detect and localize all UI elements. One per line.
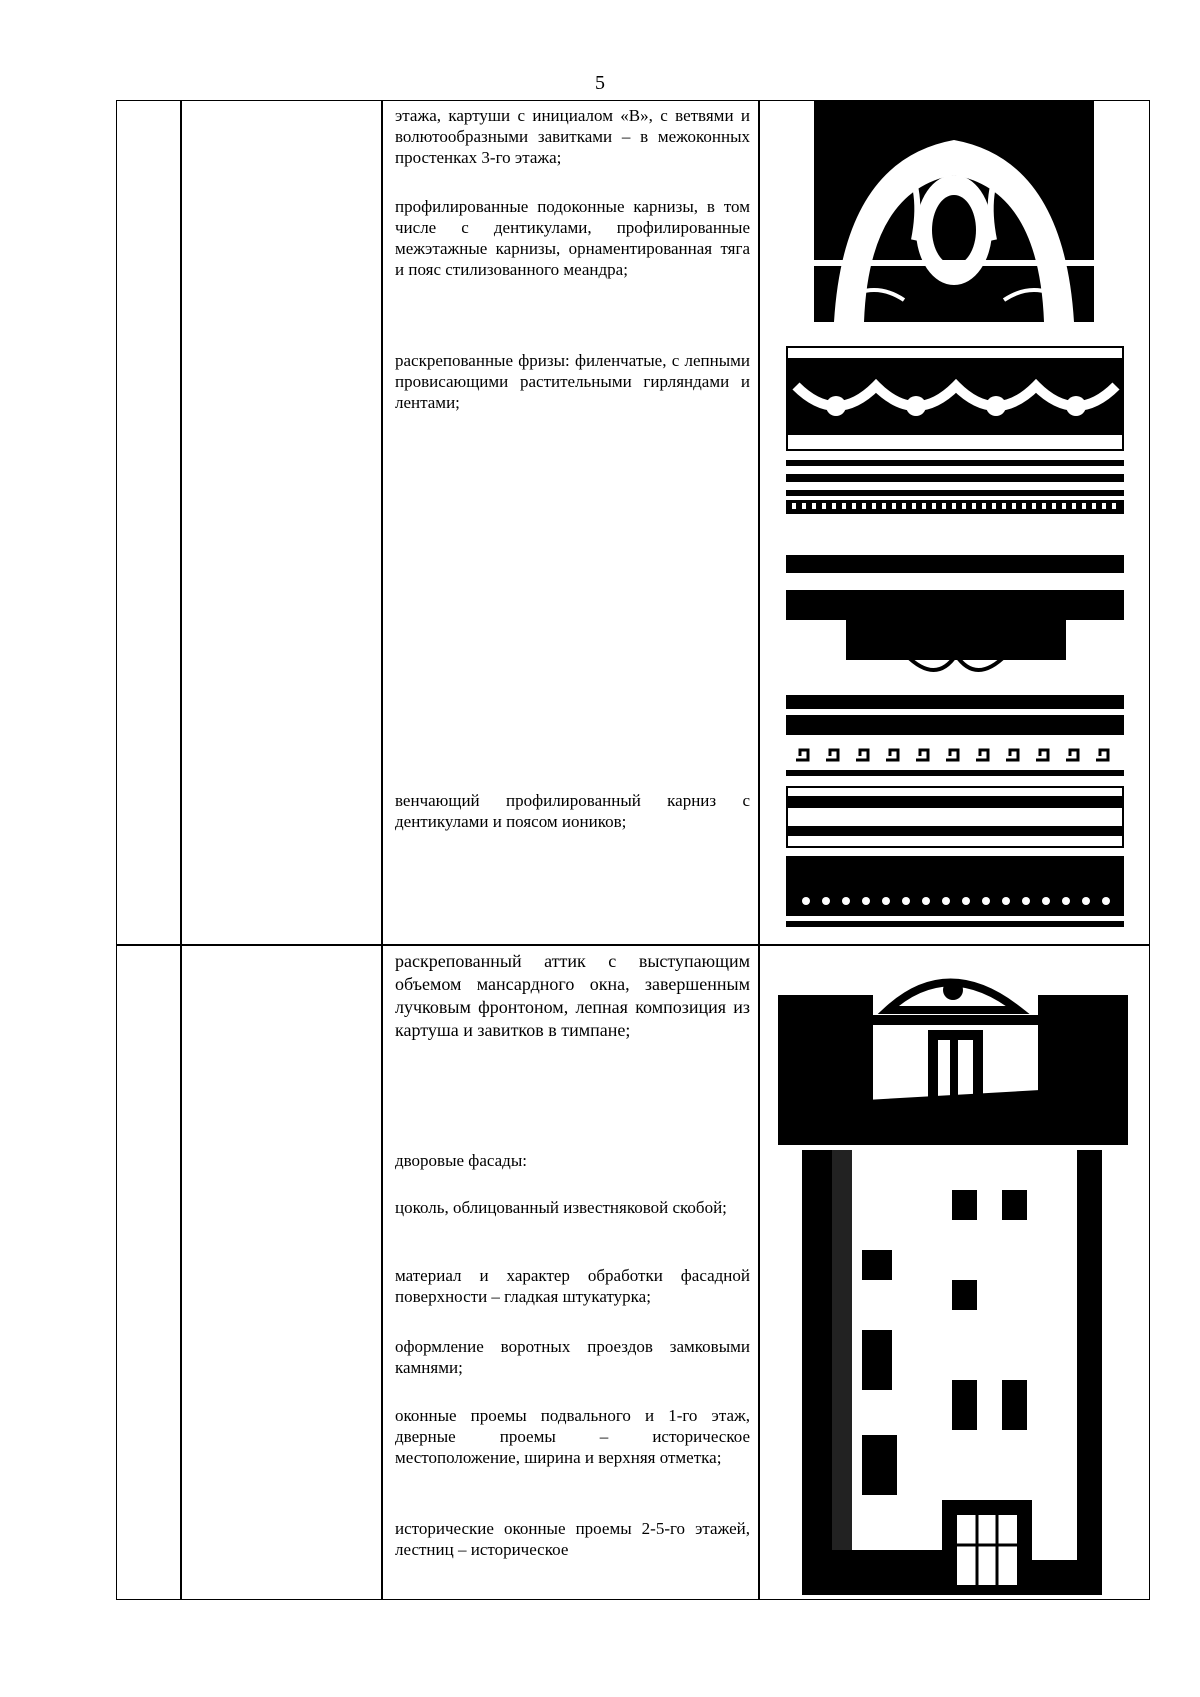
paragraph: профилированные подоконные карнизы, в том числе с дентикулами, профилированные межэтажные карнизы, орнаментированная тяга и пояс стилизованного меандра;	[395, 197, 750, 279]
row1-text-2	[395, 196, 750, 280]
frieze-meander-photo	[786, 555, 1124, 780]
paragraph: цоколь, облицованный известняковой скобой;	[395, 1198, 727, 1217]
row1-text-4	[395, 790, 750, 832]
frieze-garland-photo	[786, 346, 1124, 452]
cornice-dentil-photo	[786, 460, 1124, 520]
paragraph: исторические оконные проемы 2-5-го этажей, лестниц – историческое	[395, 1519, 750, 1559]
paragraph: раскрепованный аттик с выступающим объемом мансардного окна, завершенным лучковым фронтоном, лепная композиция из картуша и завитков в тимпане;	[395, 951, 750, 1040]
paragraph: материал и характер обработки фасадной поверхности – гладкая штукатурка;	[395, 1266, 750, 1306]
paragraph: раскрепованные фризы: филенчатые, с лепными провисающими растительными гирляндами и лентами;	[395, 351, 750, 412]
courtyard-facade-photo	[802, 1150, 1102, 1595]
paragraph: оконные проемы подвального и 1-го этаж, дверные проемы – историческое местоположение, ширина и верхняя отметка;	[395, 1406, 750, 1467]
paragraph: венчающий профилированный карниз с дентикулами и поясом иоников;	[395, 791, 750, 831]
row1-text-3	[395, 350, 750, 413]
row2-text-2	[395, 1150, 750, 1171]
paragraph: оформление воротных проездов замковыми камнями;	[395, 1337, 750, 1377]
page-number: 5	[595, 72, 605, 94]
row2-text-3	[395, 1197, 750, 1218]
row2-text-7	[395, 1518, 750, 1560]
row2-text-4	[395, 1265, 750, 1307]
row2-text-6	[395, 1405, 750, 1468]
paragraph: дворовые фасады:	[395, 1151, 527, 1170]
paragraph: этажа, картуши с инициалом «В», с ветвями и волютообразными завитками – в межоконных простенках 3-го этажа;	[395, 106, 750, 167]
crowning-cornice-photo	[786, 786, 1124, 936]
row2-text-5	[395, 1336, 750, 1378]
cartouche-photo	[814, 100, 1094, 322]
row1-text-1	[395, 105, 750, 168]
attic-dormer-photo	[778, 955, 1128, 1145]
row2-text-1	[395, 950, 750, 1042]
